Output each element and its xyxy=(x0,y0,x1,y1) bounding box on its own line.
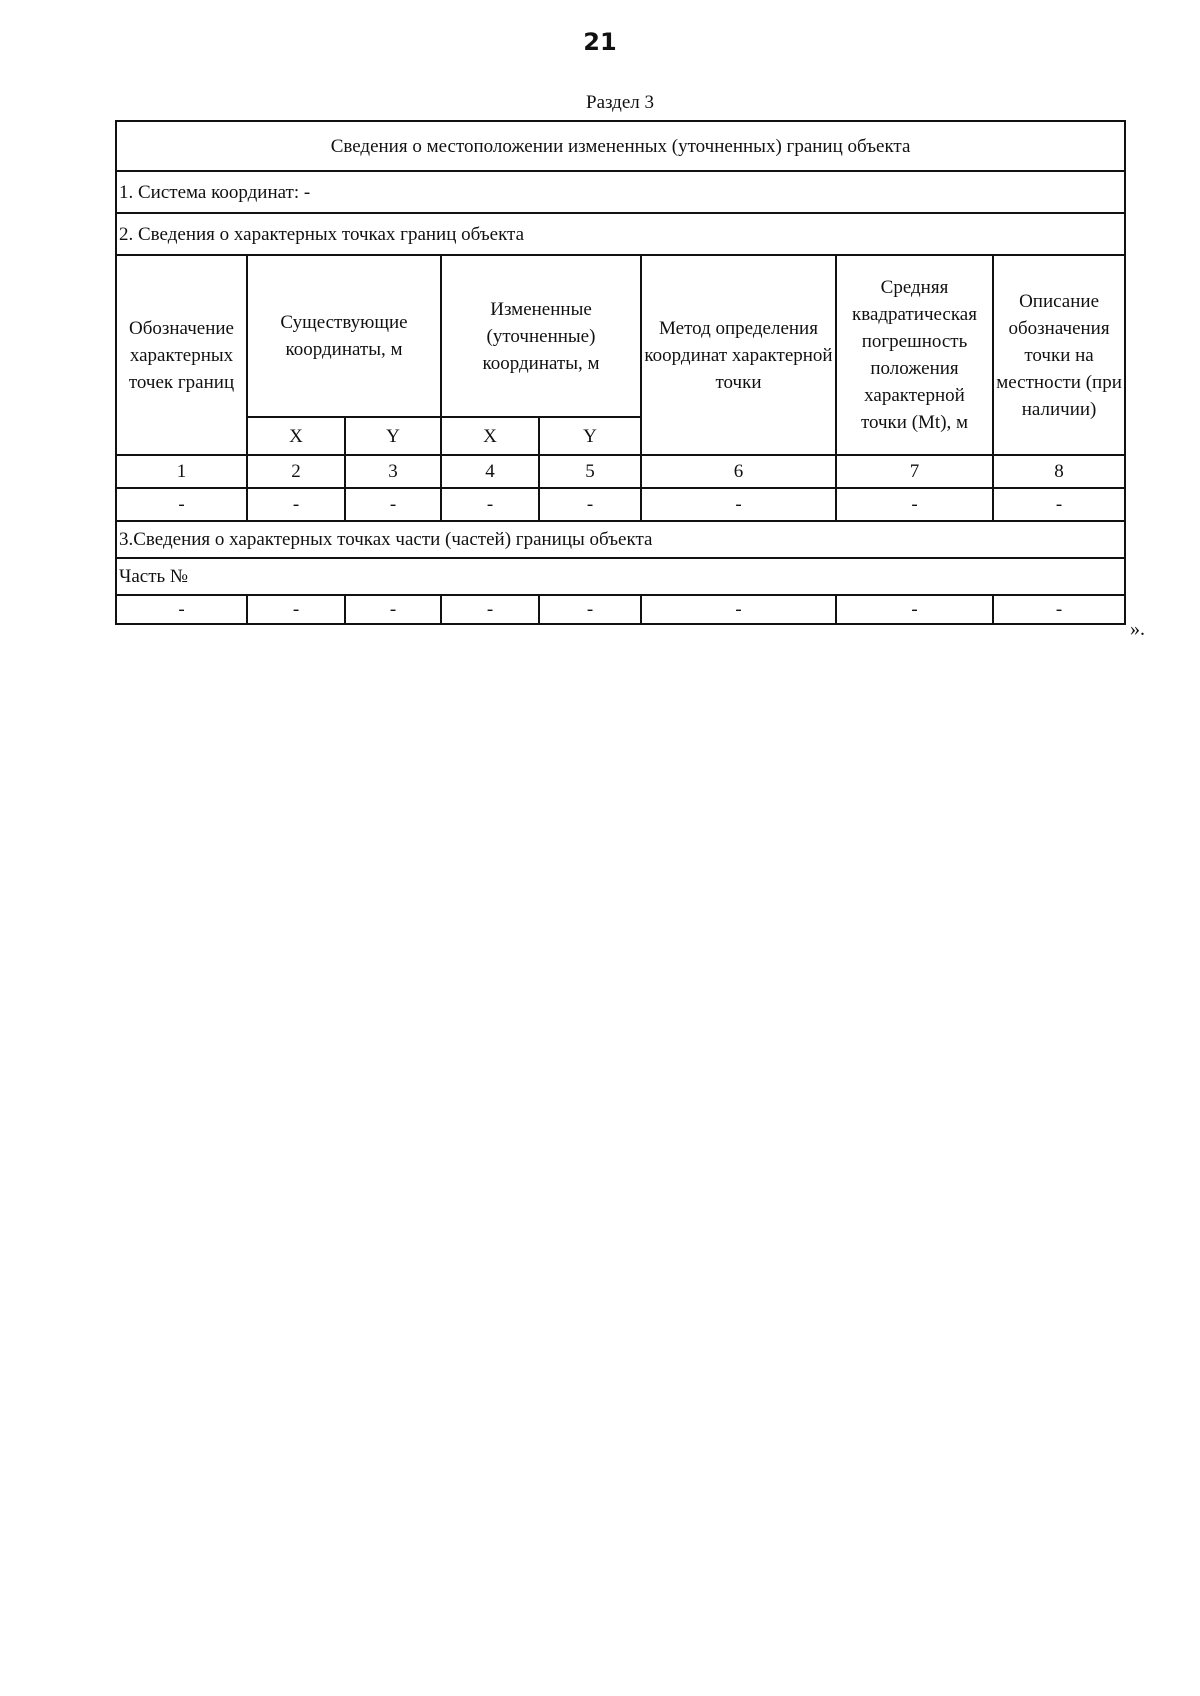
table-cell: - xyxy=(993,488,1125,521)
section-label: Раздел 3 xyxy=(586,92,654,113)
table-cell: - xyxy=(993,595,1125,624)
table-cell: - xyxy=(345,595,441,624)
column-number: 5 xyxy=(539,455,641,488)
table-cell: - xyxy=(539,595,641,624)
header-existing-x: X xyxy=(247,417,345,455)
part-label-row xyxy=(116,558,1125,595)
table-cell: - xyxy=(116,595,247,624)
table-cell: - xyxy=(247,595,345,624)
header-designation: Обозначение характерных точек границ xyxy=(116,255,247,455)
table-cell: - xyxy=(441,595,539,624)
header-method: Метод определения координат характерной точки xyxy=(641,255,836,455)
coordinate-system-row xyxy=(116,171,1125,213)
table-title-row xyxy=(116,121,1125,171)
part-label: Часть № xyxy=(116,558,1125,595)
header-changed-x: X xyxy=(441,417,539,455)
table-cell: - xyxy=(345,488,441,521)
column-number: 7 xyxy=(836,455,993,488)
column-number: 6 xyxy=(641,455,836,488)
table-row xyxy=(116,488,1125,521)
column-number: 2 xyxy=(247,455,345,488)
column-number-row xyxy=(116,455,1125,488)
header-existing-y: Y xyxy=(345,417,441,455)
table-row xyxy=(116,595,1125,624)
table-cell: - xyxy=(836,595,993,624)
header-existing-coords: Существующие координаты, м xyxy=(247,255,441,417)
column-number: 4 xyxy=(441,455,539,488)
column-number: 3 xyxy=(345,455,441,488)
table-cell: - xyxy=(441,488,539,521)
table-cell: - xyxy=(836,488,993,521)
table-cell: - xyxy=(641,595,836,624)
column-number: 1 xyxy=(116,455,247,488)
header-rmse: Средняя квадратическая погрешность положения характерной точки (Mt), м xyxy=(836,255,993,455)
parts-heading: 3.Сведения о характерных точках части (частей) границы объекта xyxy=(116,521,1125,558)
header-description: Описание обозначения точки на местности (при наличии) xyxy=(993,255,1125,455)
header-changed-coords: Измененные (уточненные) координаты, м xyxy=(441,255,641,417)
table-cell: - xyxy=(539,488,641,521)
column-number: 8 xyxy=(993,455,1125,488)
points-heading-row xyxy=(116,213,1125,255)
header-changed-y: Y xyxy=(539,417,641,455)
coordinate-system: 1. Система координат: - xyxy=(116,171,1125,213)
table-cell: - xyxy=(641,488,836,521)
parts-heading-row xyxy=(116,521,1125,558)
table-cell: - xyxy=(247,488,345,521)
table-title: Сведения о местоположении измененных (уточненных) границ объекта xyxy=(116,121,1125,171)
page-number: 21 xyxy=(583,28,617,56)
boundary-table xyxy=(115,120,1126,625)
column-header-row xyxy=(116,255,1125,417)
closing-quote-mark: ». xyxy=(1130,618,1145,640)
table-cell: - xyxy=(116,488,247,521)
points-heading: 2. Сведения о характерных точках границ объекта xyxy=(116,213,1125,255)
